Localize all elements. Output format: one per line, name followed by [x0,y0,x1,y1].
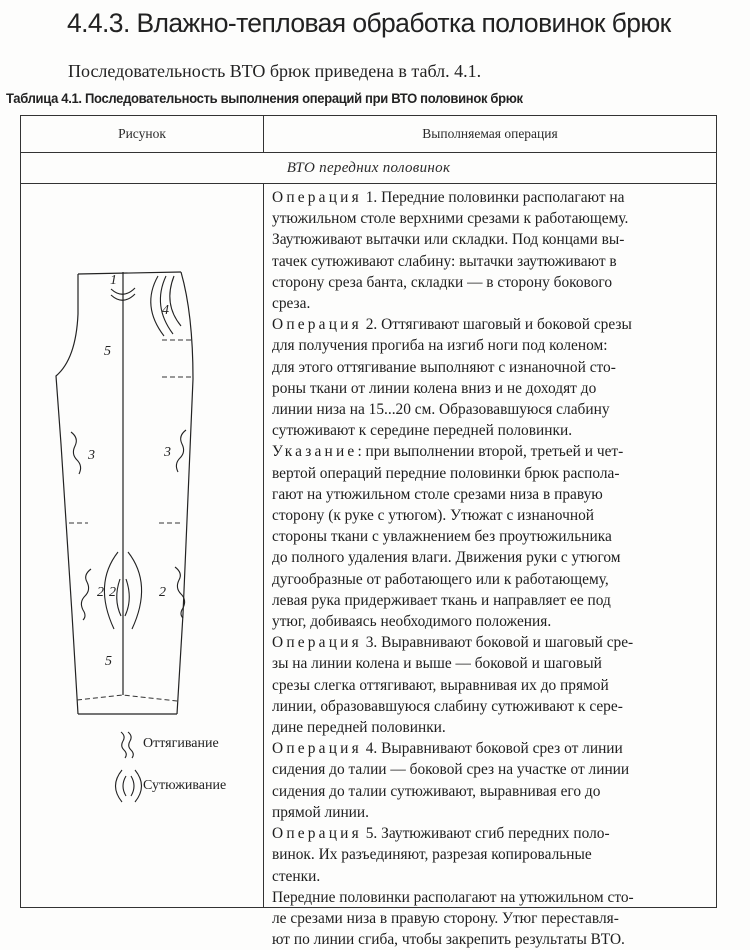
inseam [56,274,78,714]
legend-label-stretch: Оттягивание [143,736,219,751]
operation-2: Операция 2. Оттягивают шаговый и боковой срезы для получения прогиба на изгиб ноги под коленом: для этого оттягивание выполняют с изнаночной сто- роны ткани от линии колена вниз и не доходят до линии низа на 15...20 см. Образовавшуюся слабину сутюживают к середине передней половинки. [272,316,632,440]
section-row: ВТО передних половинок [21,153,716,184]
zone-3-right-wavy-icon [176,430,186,472]
zone-label-4: 4 [162,303,169,318]
figure-cell [21,184,264,907]
final-note: Передние половинки располагают на утюжильном сто- ле срезами низа в правую сторону. Утюг переставля- ют по линии сгиба, чтобы закрепить результаты ВТО. [272,888,634,949]
zone-label-5-bottom: 5 [105,654,112,669]
zone-3-left-wavy-icon [71,432,81,474]
legend-shrink-arcs-icon [116,770,142,802]
column-header-operation: Выполняемая операция [422,126,558,141]
side-seam [177,272,193,714]
section-title: 4.4.3. Влажно-тепловая обработка половинок брюк [67,8,671,38]
zone-label-2-left: 2 [97,585,104,600]
zone-label-2-right: 2 [159,585,166,600]
column-header-figure: Рисунок [21,116,264,152]
operation-label: Операция [272,740,362,758]
waist-line [78,272,181,274]
zone-label-3-right: 3 [164,445,171,460]
zone-label-1: 1 [110,273,117,288]
zone-label-2-center: 2 [109,585,116,600]
operations-cell [272,187,712,950]
instruction-note: Указание: при выполнении второй, третьей и чет- вертой операций передние половинки брюк распола- гают на утюжильном столе срезами низа в правую сторону (к руке с утюгом). Утюжат с изнаночной стороны ткани с увлажнением без проутюжильника до полного удаления влаги. Движения руки с утюгом дугообразные от работающего или к работающему, левая рука придерживает ткань и направляет ее под утюг, добиваясь необходимого положения. [272,443,624,631]
operation-label: Операция [272,825,362,843]
zone-2-left-wavy-icon [81,569,91,620]
operation-label: Операция [272,189,362,206]
operation-1: Операция 1. Передние половинки располагают на утюжильном столе верхними срезами к работающему. Заутюживают вытачки или складки. Под концами вы- тачек сутюживают слабину: вытачки заутюживают в сторону среза банта, складки — в сторону бокового среза. [272,189,629,313]
operations-table [20,115,717,949]
operation-label: Операция [272,634,362,652]
table-caption [6,90,523,106]
operation-3: Операция 3. Выравнивают боковой и шаговый сре- зы на линии колена и выше — боковой и шаговый срезы слегка оттягивают, выравнивая их до прямой линии, образовавшуюся слабину сутюживают к сере- дине передней половинки. [272,634,634,737]
operation-label: Операция [272,316,362,334]
hem-fold-dashed [77,695,177,701]
legend-label-shrink: Сутюживание [143,778,227,793]
table-caption-label: Таблица 4.1. [6,90,82,106]
table-header-row [21,116,716,153]
operation-5: Операция 5. Заутюживают сгиб передних поло- винок. Их разъединяют, разрезая копировальные стенки. [272,825,610,885]
table-caption-text: Последовательность выполнения операций при ВТО половинок брюк [85,90,523,106]
intro-paragraph: Последовательность ВТО брюк приведена в табл. 4.1. [68,61,482,81]
zone-label-3-left: 3 [88,448,95,463]
legend-stretch-wavy-icon [121,732,133,758]
operation-4: Операция 4. Выравнивают боковой срез от линии сидения до талии — боковой срез на участке от линии сидения до талии сутюживают, выравнивая его до прямой линии. [272,740,630,821]
note-label: Указание [272,443,358,461]
trouser-pattern-figure [21,184,264,908]
zone-label-5-top: 5 [104,344,111,359]
